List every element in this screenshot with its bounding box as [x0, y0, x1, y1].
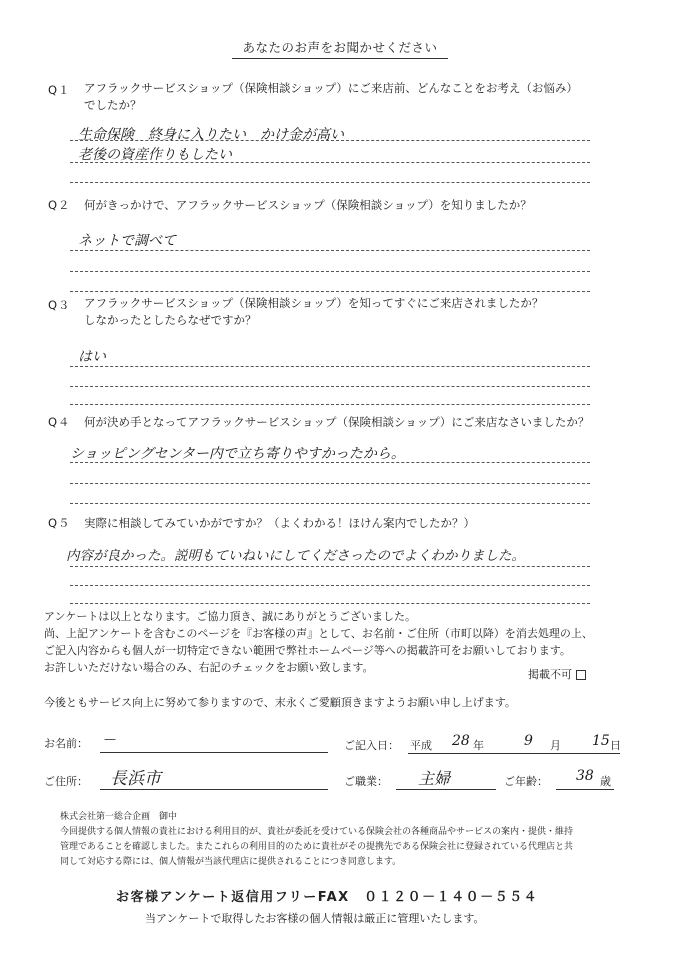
job-underline [396, 789, 496, 790]
closing-message: 今後ともサービス向上に努めて参りますので、末永くご愛顧頂きますようお願い申し上げます。 [44, 696, 516, 709]
title-underline [232, 58, 448, 59]
age-underline [556, 789, 614, 790]
date-month[interactable]: 9 [524, 733, 533, 749]
q1-text-line: でしたか？ [84, 98, 142, 112]
ruled-line [70, 182, 590, 183]
ruled-line [70, 483, 590, 484]
q2-answer-line[interactable]: ネットで調べて [78, 233, 176, 249]
age-unit: 歳 [600, 775, 611, 788]
q5-answer-line[interactable]: 内容が良かった。説明もていねいにしてくださったのでよくわかりました。 [66, 548, 525, 564]
q3-text-line: しなかったとしたらなぜですか？ [84, 313, 257, 327]
q4-text: 何が決め手となってアフラックサービスショップ（保険相談ショップ）にご来店なさいましたか？ [84, 415, 590, 429]
age-label: ご年齢： [504, 775, 548, 788]
date-day[interactable]: 15 [592, 733, 610, 749]
date-label: ご記入日： [344, 739, 399, 752]
q3-text-line: アフラックサービスショップ（保険相談ショップ）を知ってすぐにご来店されましたか？ [84, 296, 544, 310]
privacy-line: 管理であることを確認しました。またこれらの利用目的のために貴社がその提携先である保険会社に登録されている代理店と共 [60, 842, 574, 852]
name-underline [100, 752, 328, 753]
q3-answer-line[interactable]: はい [78, 349, 106, 365]
name-label: お名前： [44, 737, 88, 750]
q1-text-line: アフラックサービスショップ（保険相談ショップ）にご来店前、どんなことをお考え（お悩み） [84, 81, 578, 95]
ruled-line [70, 503, 590, 504]
notice-line: お許しいただけない場合のみ、右記のチェックをお願い致します。 [44, 661, 374, 674]
form-title: あなたのお声をお聞かせください [242, 40, 438, 55]
q3-label: Q３ [48, 298, 71, 312]
age-value[interactable]: 38 [576, 768, 594, 784]
privacy-line: 今回提供する個人情報の貴社における利用目的が、貴社が委託を受けている保険会社の各種商品やサービスの案内・提供・維持 [60, 827, 574, 837]
notice-line: ご記入内容からも個人が一切特定できない範囲で弊社ホームページ等への掲載許可をお願いしております。 [44, 644, 571, 657]
notice-line: 尚、上記アンケートを含むこのページを『お客様の声』として、お名前・ご住所（市町以降）を消去処理の上、 [44, 627, 593, 640]
q1-text [84, 80, 578, 114]
ruled-line [70, 386, 590, 387]
q1-label: Q１ [48, 83, 71, 97]
ruled-line [70, 291, 590, 292]
address-underline [100, 789, 328, 790]
date-underline [408, 753, 620, 754]
ruled-line [70, 366, 590, 367]
ruled-line [70, 404, 590, 405]
date-day-unit: 日 [610, 739, 621, 752]
notice-line: アンケートは以上となります。ご協力頂き、誠にありがとうございました。 [44, 610, 417, 623]
ruled-line [70, 140, 590, 141]
q5-label: Q５ [48, 516, 71, 530]
date-year[interactable]: 28 [452, 733, 470, 749]
no-publish-option[interactable] [528, 666, 586, 683]
q3-text [84, 295, 543, 329]
q5-text: 実際に相談してみていかがですか？（よくわかる！ほけん案内でしたか？） [84, 516, 475, 530]
company-name: 株式会社第一総合企画 御中 [60, 812, 178, 822]
ruled-line [70, 271, 590, 272]
ruled-line [70, 462, 590, 463]
notice-paragraph [44, 608, 593, 676]
privacy-statement [60, 825, 573, 870]
ruled-line [70, 585, 590, 586]
q4-answer-line[interactable]: ショッピングセンター内で立ち寄りやすかったから。 [70, 446, 405, 462]
ruled-line [70, 603, 590, 604]
ruled-line [70, 162, 590, 163]
no-publish-checkbox[interactable] [576, 670, 586, 680]
ruled-line [70, 250, 590, 251]
q2-text: 何がきっかけで、アフラックサービスショップ（保険相談ショップ）を知りましたか？ [84, 198, 532, 212]
privacy-line: 同して対応する際には、個人情報が当該代理店に提供されることにつき同意します。 [60, 857, 402, 867]
job-value[interactable]: 主婦 [418, 769, 451, 788]
q1-answer-line[interactable]: 老後の資産作りもしたい [78, 147, 232, 163]
ruled-line [70, 566, 590, 567]
privacy-note: 当アンケートで取得したお客様の個人情報は厳正に管理いたします。 [145, 912, 485, 925]
date-year-unit: 年 [473, 739, 484, 752]
job-label: ご職業： [344, 775, 388, 788]
q4-label: Q４ [48, 415, 71, 429]
q2-label: Q２ [48, 198, 71, 212]
date-era: 平成 [410, 739, 432, 752]
no-publish-label: 掲載不可 [528, 668, 572, 681]
date-month-unit: 月 [550, 739, 561, 752]
q1-answer-line[interactable]: 生命保険 終身に入りたい かけ金が高い [78, 127, 344, 143]
address-label: ご住所： [44, 775, 88, 788]
address-value[interactable]: 長浜市 [110, 769, 161, 789]
fax-number: お客様アンケート返信用フリーFAX ０１２０－１４０－５５４ [116, 890, 539, 905]
name-value[interactable]: — [104, 732, 116, 746]
